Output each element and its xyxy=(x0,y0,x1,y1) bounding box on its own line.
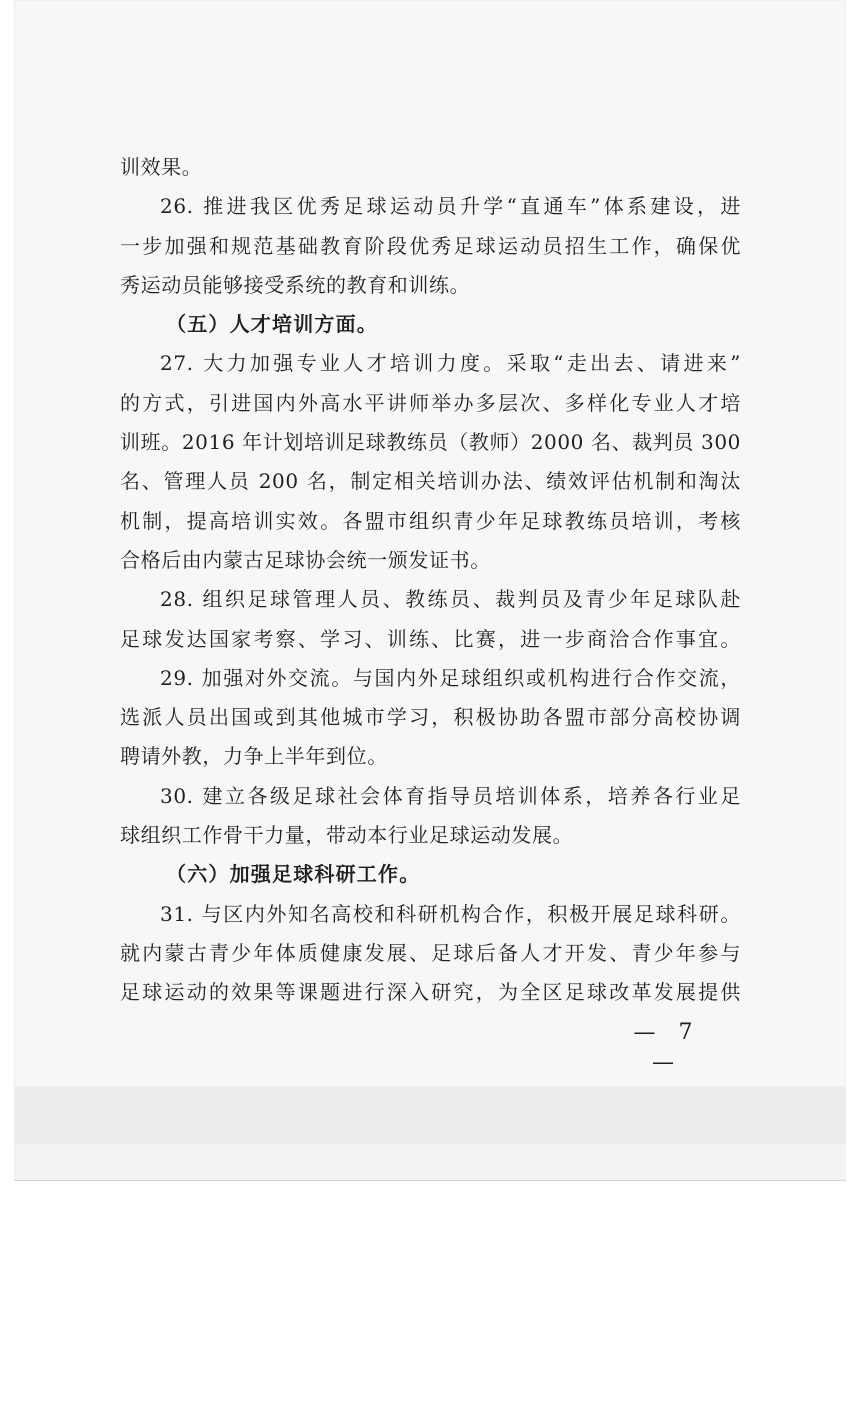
text-line: 就内蒙古青少年体质健康发展、足球后备人才开发、青少年参与 xyxy=(120,940,741,965)
document-body xyxy=(120,148,741,1013)
text-line: 一步加强和规范基础教育阶段优秀足球运动员招生工作，确保优 xyxy=(120,233,741,258)
paragraph-29-start: 29. 加强对外交流。与国内外足球组织或机构进行合作交流， xyxy=(160,665,741,690)
text-line: 名、管理人员 200 名，制定相关培训办法、绩效评估机制和淘汰 xyxy=(120,469,741,494)
text-line: 选派人员出国或到其他城市学习，积极协助各盟市部分高校协调 xyxy=(120,705,741,730)
text-line: 足球发达国家考察、学习、训练、比赛，进一步商洽合作事宜。 xyxy=(120,626,741,651)
text-line: 训班。2016 年计划培训足球教练员（教师）2000 名、裁判员 300 xyxy=(120,430,741,455)
paragraph-31-start: 31. 与区内外知名高校和科研机构合作，积极开展足球科研。 xyxy=(160,901,741,926)
section-heading-five: （五）人才培训方面。 xyxy=(166,312,378,337)
text-line: 聘请外教，力争上半年到位。 xyxy=(120,744,388,769)
paragraph-27-start: 27. 大力加强专业人才培训力度。采取“走出去、请进来” xyxy=(160,351,741,376)
text-line: 秀运动员能够接受系统的教育和训练。 xyxy=(120,272,471,297)
text-line: 的方式，引进国内外高水平讲师举办多层次、多样化专业人才培 xyxy=(120,390,741,415)
page-number: — 7 — xyxy=(633,1020,701,1075)
text-line: 足球运动的效果等课题进行深入研究，为全区足球改革发展提供 xyxy=(120,980,741,1005)
paragraph-30-start: 30. 建立各级足球社会体育指导员培训体系，培养各行业足 xyxy=(160,783,741,808)
paragraph-26-start: 26. 推进我区优秀足球运动员升学“直通车”体系建设，进 xyxy=(160,194,741,219)
paragraph-28-start: 28. 组织足球管理人员、教练员、裁判员及青少年足球队赴 xyxy=(160,587,741,612)
text-line: 机制，提高培训实效。各盟市组织青少年足球教练员培训，考核 xyxy=(120,508,741,533)
text-line: 训效果。 xyxy=(120,155,203,179)
text-line: 合格后由内蒙古足球协会统一颁发证书。 xyxy=(120,547,491,572)
text-line: 球组织工作骨干力量，带动本行业足球运动发展。 xyxy=(120,823,574,848)
scan-shade-lower xyxy=(14,1144,846,1180)
section-heading-six: （六）加强足球科研工作。 xyxy=(166,862,421,887)
scan-shade xyxy=(14,1086,846,1144)
